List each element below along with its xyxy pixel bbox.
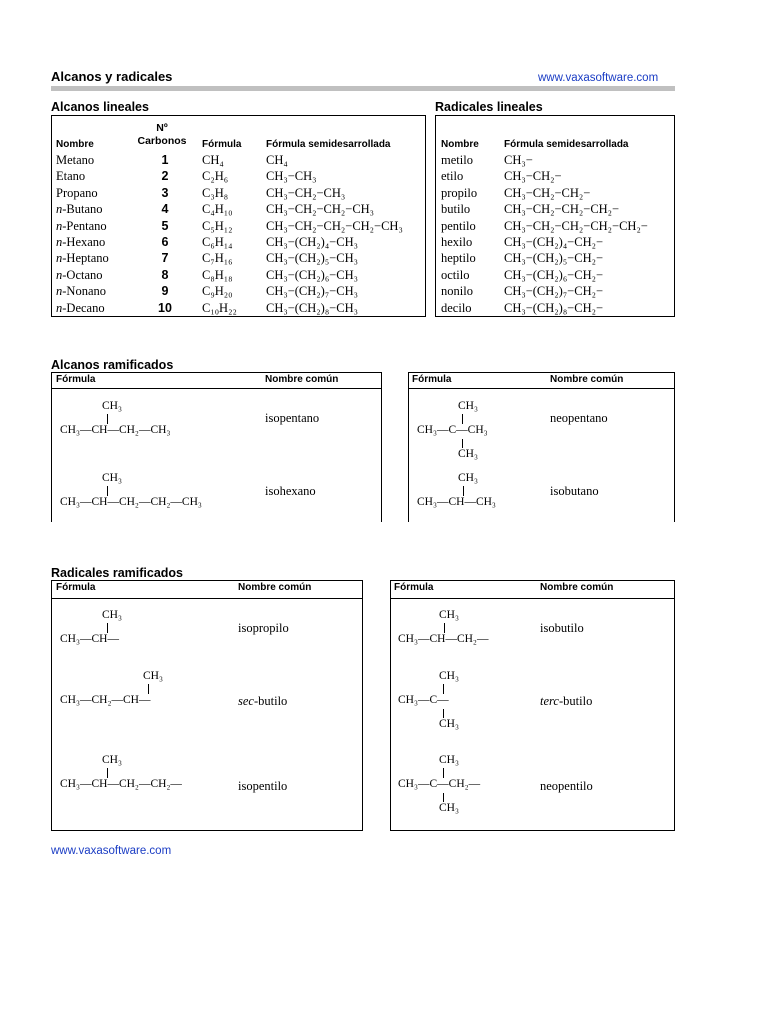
alkane-name: Etano	[56, 169, 86, 184]
semi-developed-formula: CH₄	[266, 153, 288, 167]
radical-name: nonilo	[441, 284, 473, 299]
table-row	[436, 201, 674, 217]
molecular-formula: C₇H₁₆	[202, 251, 233, 266]
table-row	[52, 267, 425, 283]
semi-developed-formula: CH₃−CH₃	[266, 169, 317, 184]
col-header-formula: Fórmula	[56, 374, 96, 385]
semi-developed-formula: CH₃−	[504, 153, 533, 167]
branch-top: CH₃	[102, 472, 122, 484]
section-title-alcanos-lineales: Alcanos lineales	[51, 100, 149, 114]
semi-developed-formula: CH₃−CH₂−CH₂−	[504, 185, 591, 200]
semi-developed-formula: CH₃−(CH₂)₆−CH₂−	[504, 267, 603, 282]
alcanos-lineales-table	[51, 115, 426, 317]
section-title-radicales-ramificados: Radicales ramificados	[51, 566, 184, 580]
table-row	[52, 152, 425, 168]
carbon-count: 3	[161, 185, 169, 200]
structure-isohexano	[52, 468, 381, 528]
main-chain: CH₃—C—	[398, 694, 449, 706]
bond-vertical	[107, 486, 108, 496]
alkane-name: n-Heptano	[56, 251, 109, 266]
branch-top: CH₃	[439, 609, 459, 621]
radical-name: neopentilo	[540, 779, 593, 793]
branch-bottom: CH₃	[439, 718, 459, 730]
header-divider	[51, 86, 675, 91]
branch-top: CH₃	[102, 400, 122, 412]
col-header-nombre-comun: Nombre común	[265, 374, 339, 385]
table-row	[436, 168, 674, 184]
compound-name: isobutano	[550, 484, 599, 498]
branch-top: CH₃	[143, 670, 163, 682]
semi-developed-formula: CH₃−(CH₂)₇−CH₂−	[504, 284, 603, 299]
table-row	[52, 201, 425, 217]
alkane-name: Metano	[56, 153, 95, 167]
footer-link[interactable]: www.vaxasoftware.com	[51, 845, 172, 857]
semi-developed-formula: CH₃−(CH₂)₆−CH₃	[266, 267, 358, 282]
branch-bottom: CH₃	[439, 802, 459, 814]
branch-bottom: CH₃	[458, 448, 478, 460]
radical-name: etilo	[441, 169, 464, 184]
structure-isopentilo	[52, 751, 362, 801]
table-row	[436, 185, 674, 201]
table-row	[52, 218, 425, 234]
radical-name: isobutilo	[540, 621, 584, 635]
bond-vertical	[463, 486, 464, 496]
table-row	[436, 283, 674, 299]
radical-name: isopentilo	[238, 779, 288, 793]
semi-developed-formula: CH₃−CH₂−CH₂−CH₂−	[504, 202, 620, 217]
table-row	[52, 250, 425, 266]
alkane-name: n-Nonano	[56, 284, 106, 299]
structure-terc-butilo	[391, 667, 674, 737]
radical-name: hexilo	[441, 235, 473, 249]
semi-developed-formula: CH₃−(CH₂)₅−CH₂−	[504, 251, 603, 266]
alkane-name: n-Hexano	[56, 235, 106, 249]
main-chain: CH₃—CH—CH₂—CH₂—	[60, 778, 182, 790]
branch-top: CH₃	[458, 472, 478, 484]
main-chain: CH₃—C—CH₂—	[398, 778, 481, 790]
table-row	[436, 250, 674, 266]
branch-top: CH₃	[102, 754, 122, 766]
molecular-formula: C₄H₁₀	[202, 202, 233, 217]
radicales-ramificados-left-table	[51, 580, 363, 831]
radical-name: propilo	[441, 185, 478, 200]
bond-vertical	[443, 793, 444, 802]
alkane-name: n-Decano	[56, 300, 105, 315]
semi-developed-formula: CH₃−(CH₂)₅−CH₃	[266, 251, 358, 266]
structure-isobutilo	[391, 607, 674, 657]
table-row	[436, 218, 674, 234]
radical-name: metilo	[441, 153, 473, 167]
alcanos-ramificados-right-table	[408, 372, 675, 522]
radical-name: pentilo	[441, 218, 476, 233]
bond-vertical	[107, 414, 108, 424]
radical-name: heptilo	[441, 251, 476, 266]
col-header-nombre-comun: Nombre común	[238, 582, 312, 593]
main-chain: CH₃—CH—CH₂—	[398, 633, 489, 645]
compound-name: neopentano	[550, 411, 608, 425]
molecular-formula: C₁₀H₂₂	[202, 300, 237, 315]
alcanos-ramificados-left-table	[51, 372, 382, 522]
col-header-semidesarrollada: Fórmula semidesarrollada	[266, 139, 391, 150]
carbon-count: 9	[161, 284, 169, 299]
structure-neopentano	[409, 396, 674, 466]
molecular-formula: C₈H₁₈	[202, 267, 233, 282]
branch-top: CH₃	[439, 754, 459, 766]
semi-developed-formula: CH₃−(CH₂)₈−CH₂−	[504, 300, 603, 315]
carbon-count: 8	[161, 267, 169, 282]
bond-vertical	[443, 709, 444, 718]
main-chain: CH₃—CH—	[60, 633, 119, 645]
structure-neopentilo	[391, 751, 674, 821]
bond-vertical	[443, 768, 444, 778]
branch-top: CH₃	[458, 400, 478, 412]
semi-developed-formula: CH₃−CH₂−	[504, 169, 562, 184]
main-chain: CH₃—C—CH₃	[417, 424, 488, 436]
col-header-nombre-comun: Nombre común	[550, 374, 624, 385]
radical-name: butilo	[441, 202, 471, 217]
alkane-name: n-Pentano	[56, 218, 107, 233]
radical-name: decilo	[441, 300, 472, 315]
col-header-nombre-comun: Nombre común	[540, 582, 614, 593]
structure-isobutano	[409, 468, 674, 528]
table-row	[52, 168, 425, 184]
table-row	[52, 185, 425, 201]
semi-developed-formula: CH₃−(CH₂)₄−CH₃	[266, 235, 358, 249]
semi-developed-formula: CH₃−CH₂−CH₂−CH₂−CH₂−	[504, 218, 648, 233]
carbon-count: 4	[161, 202, 169, 217]
main-chain: CH₃—CH₂—CH—	[60, 694, 151, 706]
radical-name: terc-butilo	[540, 694, 593, 708]
radical-name: sec-butilo	[238, 694, 288, 708]
compound-name: isohexano	[265, 484, 316, 498]
structure-sec-butilo	[52, 667, 362, 717]
molecular-formula: C₉H₂₀	[202, 284, 233, 299]
radical-name: isopropilo	[238, 621, 289, 635]
col-header-nombre: Nombre	[441, 139, 479, 150]
main-chain: CH₃—CH—CH₂—CH₂—CH₃	[60, 496, 202, 508]
bond-vertical	[462, 439, 463, 448]
bond-vertical	[107, 768, 108, 778]
main-chain: CH₃—CH—CH₃	[417, 496, 496, 508]
col-header-formula: Fórmula	[412, 374, 452, 385]
molecular-formula: C₅H₁₂	[202, 218, 233, 233]
table-row	[436, 300, 674, 316]
carbon-count: 7	[161, 251, 169, 266]
col-header-carbonos: Nº Carbonos	[137, 122, 187, 147]
molecular-formula: C₃H₈	[202, 185, 229, 200]
alkane-name: n-Octano	[56, 267, 103, 282]
semi-developed-formula: CH₃−CH₂−CH₂−CH₂−CH₃	[266, 218, 403, 233]
carbon-count: 2	[161, 169, 169, 184]
bond-vertical	[148, 684, 149, 694]
carbon-count: 1	[161, 153, 169, 167]
col-header-semidesarrollada: Fórmula semidesarrollada	[504, 139, 629, 150]
alkane-name: Propano	[56, 185, 98, 200]
radicales-lineales-table	[435, 115, 675, 317]
main-chain: CH₃—CH—CH₂—CH₃	[60, 424, 171, 436]
radical-name: octilo	[441, 267, 470, 282]
compound-name: isopentano	[265, 411, 320, 425]
header-link[interactable]: www.vaxasoftware.com	[538, 72, 659, 84]
col-header-formula: Fórmula	[202, 139, 242, 150]
molecular-formula: C₂H₆	[202, 169, 229, 184]
semi-developed-formula: CH₃−CH₂−CH₂−CH₃	[266, 202, 375, 217]
page-title: Alcanos y radicales	[51, 69, 173, 84]
table-row	[436, 152, 674, 168]
structure-isopropilo	[52, 607, 362, 657]
molecular-formula: C₆H₁₄	[202, 235, 233, 249]
semi-developed-formula: CH₃−CH₂−CH₃	[266, 185, 346, 200]
col-header-formula: Fórmula	[394, 582, 434, 593]
table-row	[52, 300, 425, 316]
alkane-name: n-Butano	[56, 202, 103, 217]
semi-developed-formula: CH₃−(CH₂)₄−CH₂−	[504, 235, 603, 249]
table-row	[52, 283, 425, 299]
table-row	[52, 234, 425, 250]
semi-developed-formula: CH₃−(CH₂)₇−CH₃	[266, 284, 358, 299]
radicales-ramificados-right-table	[390, 580, 675, 831]
section-title-radicales-lineales: Radicales lineales	[435, 100, 543, 114]
carbon-count: 10	[158, 300, 172, 315]
semi-developed-formula: CH₃−(CH₂)₈−CH₃	[266, 300, 358, 315]
carbon-count: 5	[161, 218, 169, 233]
col-header-nombre: Nombre	[56, 139, 94, 150]
molecular-formula: CH₄	[202, 153, 224, 167]
section-title-alcanos-ramificados: Alcanos ramificados	[51, 358, 174, 372]
bond-vertical	[107, 623, 108, 633]
branch-top: CH₃	[102, 609, 122, 621]
bond-vertical	[462, 414, 463, 424]
col-header-formula: Fórmula	[56, 582, 96, 593]
table-row	[436, 234, 674, 250]
carbon-count: 6	[161, 235, 169, 249]
bond-vertical	[444, 623, 445, 633]
table-row	[436, 267, 674, 283]
branch-top: CH₃	[439, 670, 459, 682]
bond-vertical	[443, 684, 444, 694]
structure-isopentano	[52, 396, 381, 456]
